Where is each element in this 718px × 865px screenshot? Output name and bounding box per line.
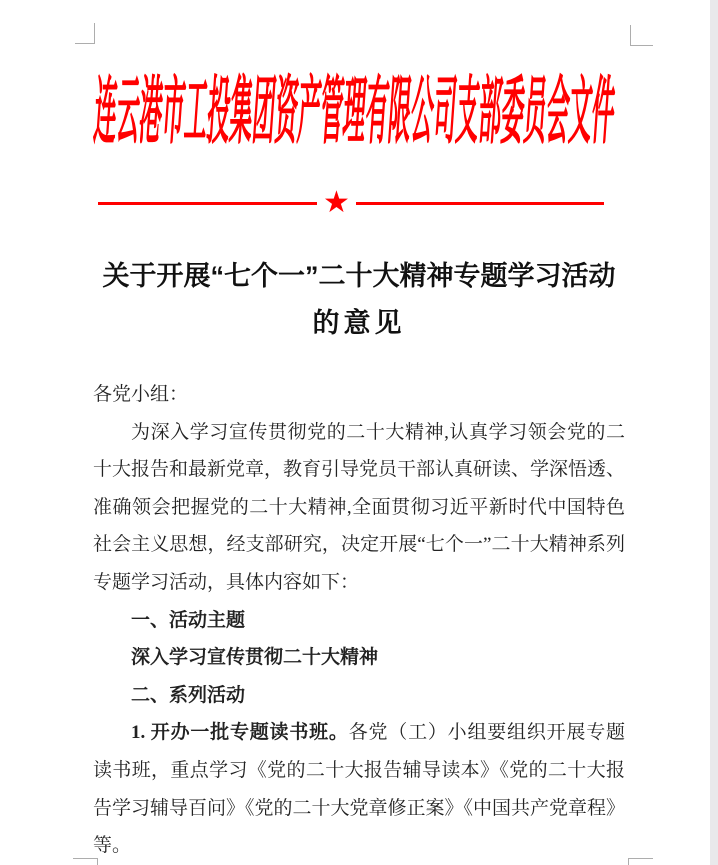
letterhead-divider	[98, 187, 604, 219]
document-body	[93, 376, 625, 865]
crop-mark-top-left	[75, 23, 95, 44]
divider-line-left	[98, 202, 317, 205]
section-heading-2: 二、系列活动	[131, 684, 246, 706]
crop-mark-bottom-right	[628, 858, 653, 865]
crop-mark-top-right	[630, 25, 653, 46]
document-title-line2: 的意见	[312, 308, 406, 338]
list-item-1-text: 各党（工）小组要组织开展专题读书班，重点学习《党的二十大报告辅导读本》《党的二十大报告学习辅导百问》《党的二十大党章修正案》《中国共产党章程》等。	[93, 722, 626, 857]
salutation: 各党小组：	[93, 384, 189, 405]
intro-paragraph: 为深入学习宣传贯彻党的二十大精神,认真学习领会党的二十大报告和最新党章，教育引导党员干部认真研读、学深悟透、准确领会把握党的二十大精神,全面贯彻习近平新时代中国特色社会主义思想，经支部研究，决定开展“七个一”二十大精神系列专题学习活动，具体内容如下：	[93, 421, 626, 593]
list-item-1	[93, 714, 625, 864]
page-edge-strip	[710, 0, 718, 865]
section-theme-line: 深入学习宣传贯彻二十大精神	[131, 647, 379, 669]
list-item-1-label: 1. 开办一批专题读书班。	[131, 722, 349, 744]
divider-line-right	[356, 202, 604, 205]
document-title	[93, 253, 625, 347]
section-heading-1: 一、活动主题	[131, 609, 246, 631]
document-title-line1: 关于开展“七个一”二十大精神专题学习活动	[102, 261, 616, 291]
document-letterhead	[0, 52, 710, 160]
letterhead-title: 连云港市工投集团资产管理有限公司支部委员会文件	[91, 67, 618, 154]
star-icon: ★	[323, 185, 350, 220]
